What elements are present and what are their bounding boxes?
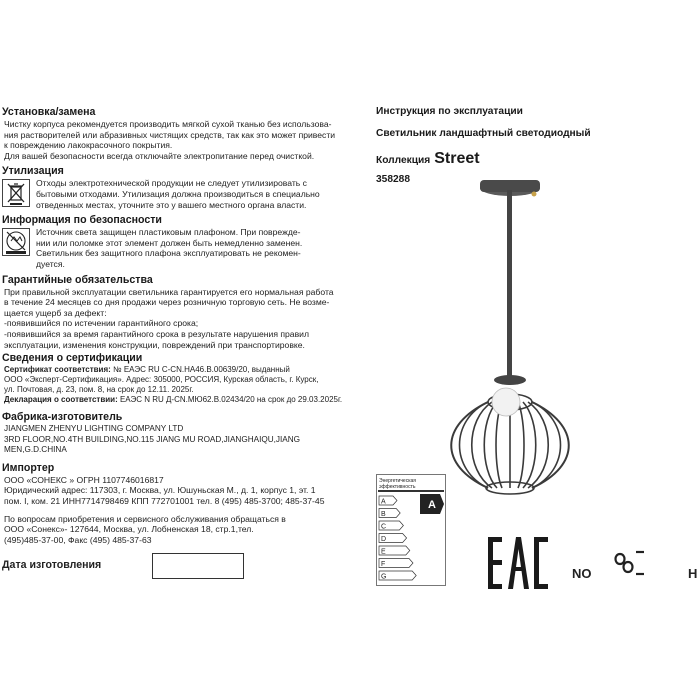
- install-title: Установка/замена: [2, 106, 96, 118]
- manufacture-date-title: Дата изготовления: [2, 559, 102, 571]
- article-number: 358288: [376, 174, 410, 185]
- warranty-text: [2, 287, 354, 351]
- warranty-line: щается ущерб за дефект:: [4, 307, 107, 318]
- cert-line: [2, 365, 354, 375]
- energy-rating: A: [428, 499, 436, 511]
- importer-text: [2, 475, 354, 546]
- cert-number: № ЕАЭС RU C-CN.НА46.В.00639/20, выданный: [110, 365, 290, 375]
- safety-row: [2, 227, 354, 269]
- disposal-text: [34, 178, 320, 210]
- install-line: ния растворителей или абразивных чистящих средств, так как это может привести: [4, 129, 336, 140]
- importer-line: Юридический адрес: 117303, г. Москва, ул. Юшуньская М., д. 1, корпус 1, эт. 1: [4, 485, 316, 496]
- safety-line: дуется.: [36, 258, 65, 269]
- cert-title: Сведения о сертификации: [2, 352, 143, 365]
- brand-logo-right: H: [688, 566, 698, 581]
- decl-number: ЕАЭС N RU Д-CN.МЮ62.В.02434/20 на срок до 29.03.2025г.: [117, 395, 343, 405]
- safety-text: [34, 227, 302, 269]
- lamp-protection-icon: [2, 228, 30, 256]
- warranty-line: -появившийся за время гарантийного срока в результате нарушения правил: [4, 328, 309, 339]
- safety-line: Источник света защищен пластиковым плафоном. При поврежде-: [36, 227, 301, 238]
- energy-class-label: E: [381, 548, 386, 556]
- energy-class-label: D: [381, 536, 387, 543]
- energy-class-label: F: [381, 561, 386, 568]
- warranty-line: -появившийся по истечении гарантийного срока;: [4, 318, 199, 329]
- brand-logo-left: NO: [572, 566, 592, 581]
- disposal-line: отведенных местах, уточните это у вашего местного органа власти.: [36, 199, 307, 210]
- energy-class-label: G: [381, 573, 387, 581]
- safety-line: Светильник без защитного плафона эксплуатировать не рекомен-: [36, 248, 301, 259]
- energy-header-line2: эффективность: [379, 484, 416, 490]
- install-text: [2, 119, 354, 161]
- left-column: [2, 106, 354, 545]
- collection: [376, 150, 696, 168]
- importer-title: Импортер: [2, 461, 55, 474]
- install-line: Чистку корпуса рекомендуется производить мягкой сухой тканью без использова-: [4, 119, 332, 129]
- cert-text: [2, 365, 354, 405]
- factory-title: Фабрика-изготовитель: [2, 411, 123, 424]
- cert-line: ООО «Эксперт-Сертификация». Адрес: 305000, РОССИЯ, Курская область, г. Курск,: [4, 375, 319, 385]
- energy-header-line1: Энергетическая: [379, 478, 416, 484]
- brand-logo: [570, 548, 700, 584]
- disposal-title: Утилизация: [2, 165, 64, 178]
- factory-line: JIANGMEN ZHENYU LIGHTING COMPANY LTD: [4, 424, 184, 434]
- energy-class-label: A: [381, 498, 386, 506]
- energy-class-label: B: [381, 511, 386, 518]
- warranty-title: Гарантийные обязательства: [2, 273, 153, 286]
- collection-label: Коллекция: [376, 155, 431, 166]
- factory-text: [2, 424, 354, 456]
- cert-line: ул. Почтовая, д. 23, пом. 8, на срок до 12.11. 2025г.: [4, 385, 194, 395]
- crossed-bin-icon: [2, 179, 30, 207]
- disposal-line: Отходы электротехнической продукции не следует утилизировать с: [36, 178, 307, 189]
- install-line: Для вашей безопасности всегда отключайте электропитание перед очисткой.: [4, 150, 315, 161]
- factory-line: 3RD FLOOR,NO.4TH BUILDING,NO.115 JIANG MU ROAD,JIANGHAIQU,JIANG MEN,G.D.CHINA: [4, 434, 301, 455]
- safety-line: нии или поломке этот элемент должен быть немедленно заменен.: [36, 237, 303, 248]
- warranty-line: в течение 24 месяцев со дня продажи через розничную торговую сеть. Не возме-: [4, 297, 330, 308]
- energy-class-label: C: [381, 523, 387, 531]
- importer-line: ООО «СОНЕКС » ОГРН 1107746016817: [4, 474, 164, 485]
- importer-line: ООО «Сонекс»- 127644, Москва, ул. Лобненская 18, стр.1,тел.: [4, 524, 254, 535]
- collection-name: Street: [434, 150, 480, 167]
- product-title: Светильник ландшафтный светодиодный: [376, 128, 591, 139]
- importer-line: По вопросам приобретения и сервисного обслуживания обращаться в: [4, 513, 286, 524]
- importer-line: (495)485-37-00, Факс (495) 485-37-63: [4, 534, 152, 545]
- disposal-line: бытовыми отходами. Утилизация должна производиться в специально: [36, 188, 320, 199]
- decl-label: Декларация о соответствии:: [4, 395, 118, 405]
- warranty-line: эксплуатации, изменения конструкции, повреждений при транспортировке.: [4, 339, 305, 350]
- install-line: к повреждению лакокрасочного покрытия.: [4, 140, 173, 151]
- disposal-row: [2, 178, 354, 210]
- energy-efficiency-label: [376, 474, 446, 586]
- manufacture-date-box: [152, 553, 244, 579]
- importer-line: пом. I, ком. 21 ИНН7714798469 КПП 772701001 тел. 8 (495) 485-3700; 485-37-45: [4, 496, 325, 507]
- manual-title: Инструкция по эксплуатации: [376, 106, 523, 117]
- cert-label: Сертификат соответствия:: [4, 365, 111, 375]
- eac-mark-logo: [488, 537, 548, 589]
- decl-line: [2, 395, 354, 405]
- warranty-line: При правильной эксплуатации светильника гарантируется его нормальная работа: [4, 286, 334, 297]
- pendant-lamp-illustration: [430, 170, 610, 510]
- safety-title: Информация по безопасности: [2, 214, 162, 227]
